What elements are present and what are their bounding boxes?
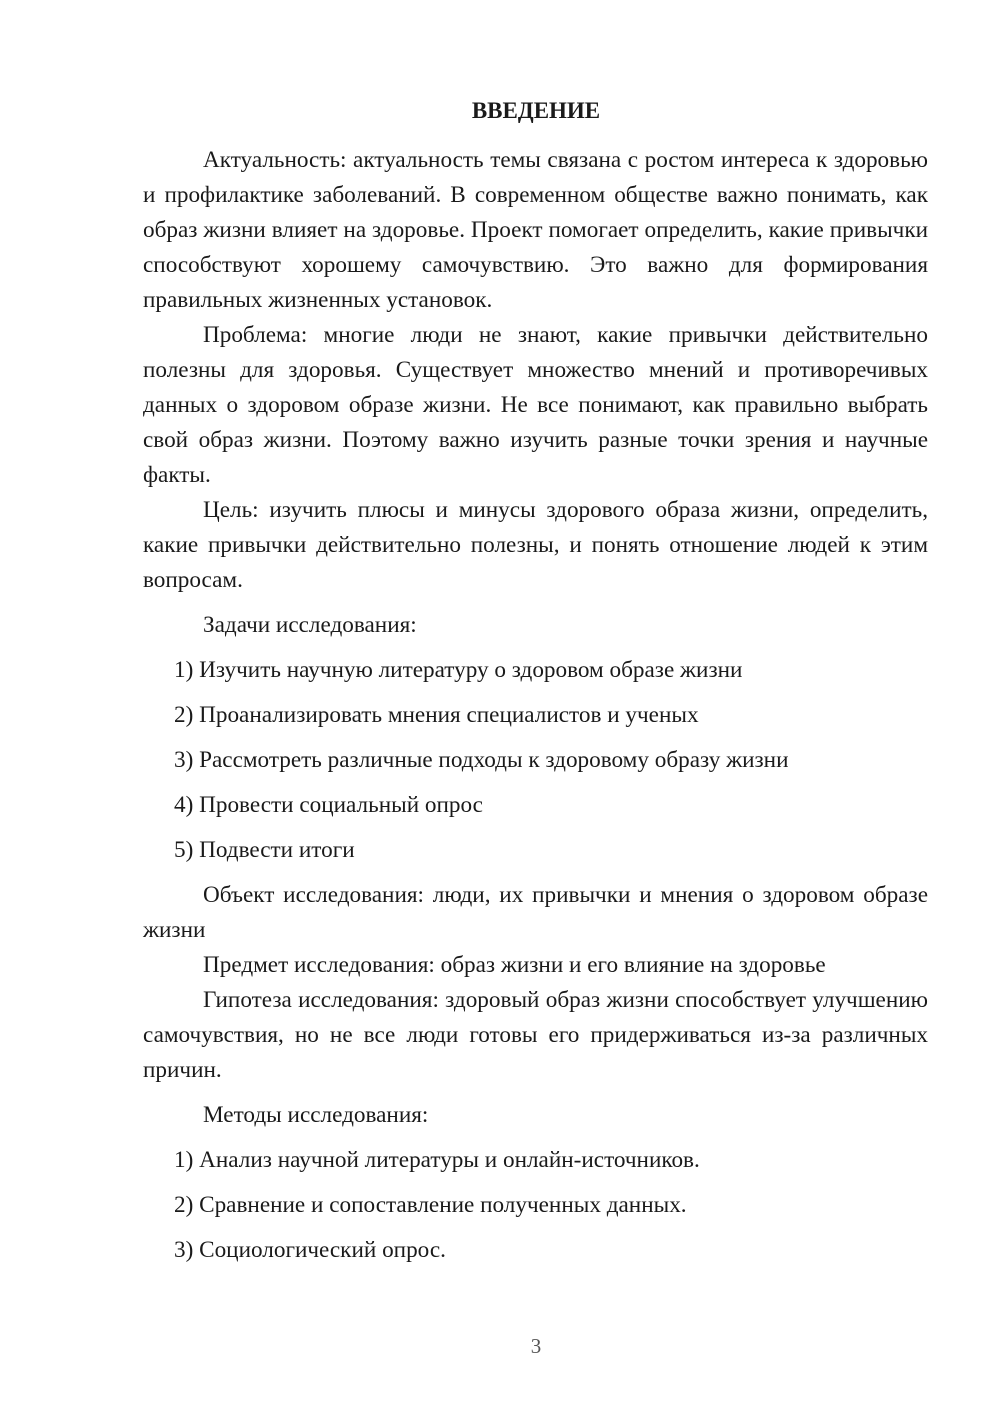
method-item: 3) Социологический опрос. (174, 1237, 446, 1263)
tasks-heading: Задачи исследования: (203, 612, 417, 638)
hypothesis-paragraph: Гипотеза исследования: здоровый образ жизни способствует улучшению самочувствия, но не все люди готовы его придерживаться из-за различных причин. (143, 987, 928, 1083)
document-body (143, 143, 928, 1268)
task-item: 3) Рассмотреть различные подходы к здоровому образу жизни (174, 747, 789, 773)
methods-heading: Методы исследования: (203, 1102, 429, 1128)
method-item: 2) Сравнение и сопоставление полученных данных. (174, 1192, 687, 1218)
goal-paragraph: Цель: изучить плюсы и минусы здорового образа жизни, определить, какие привычки действительно полезны, и понять отношение людей к этим вопросам. (143, 497, 928, 593)
relevance-paragraph: Актуальность: актуальность темы связана с ростом интереса к здоровью и профилактике заболеваний. В современном обществе важно понимать, как образ жизни влияет на здоровье. Проект помогает определить, какие привычки способствуют хорошему самочувствию. Это важно для формирования правильных жизненных установок. (143, 147, 928, 313)
task-item: 4) Провести социальный опрос (174, 792, 483, 818)
problem-paragraph: Проблема: многие люди не знают, какие привычки действительно полезны для здоровья. Существует множество мнений и противоречивых данных о здоровом образе жизни. Не все понимают, как правильно выбрать свой образ жизни. Поэтому важно изучить разные точки зрения и научные факты. (143, 322, 928, 488)
task-item: 1) Изучить научную литературу о здоровом образе жизни (174, 657, 743, 683)
object-paragraph: Объект исследования: люди, их привычки и мнения о здоровом образе жизни (143, 882, 928, 943)
subject-paragraph: Предмет исследования: образ жизни и его влияние на здоровье (203, 952, 826, 978)
method-item: 1) Анализ научной литературы и онлайн-источников. (174, 1147, 700, 1173)
page-number: 3 (530, 1334, 542, 1358)
page-title: ВВЕДЕНИЕ (471, 98, 601, 123)
task-item: 5) Подвести итоги (174, 837, 355, 863)
task-item: 2) Проанализировать мнения специалистов и ученых (174, 702, 699, 728)
